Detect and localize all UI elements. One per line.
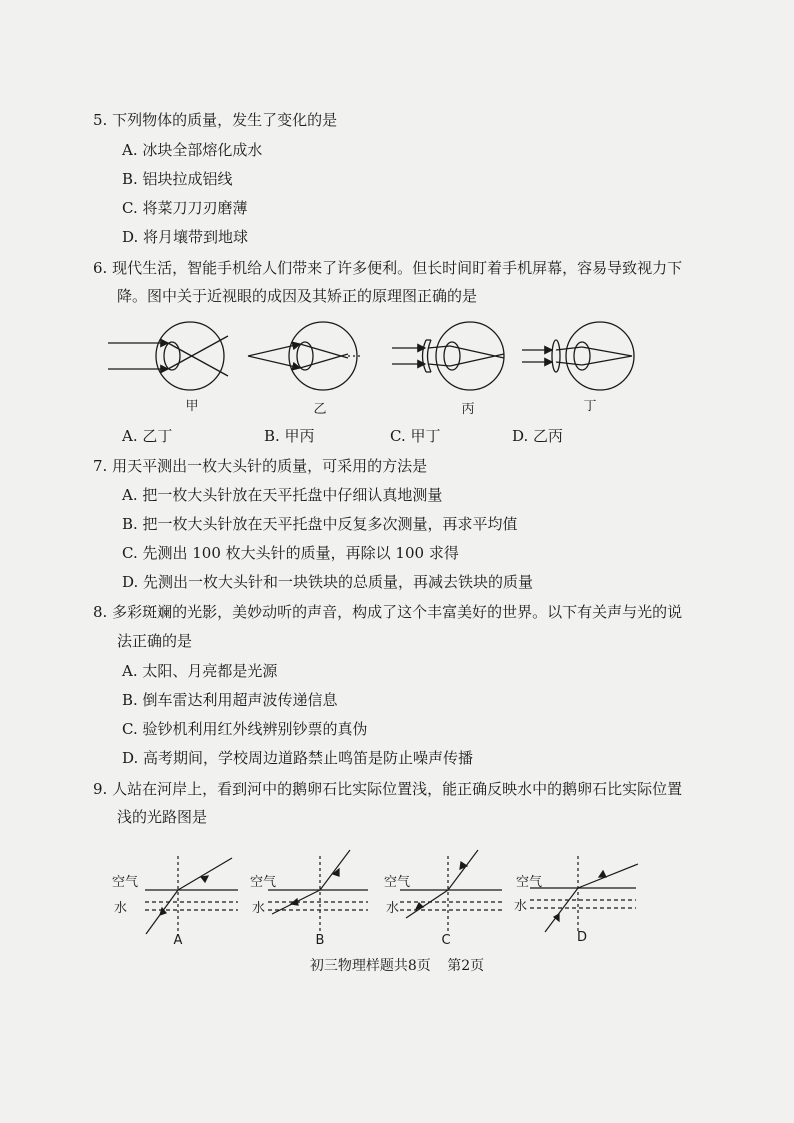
q8-stem-line2: 法正确的是 — [117, 632, 193, 650]
refraction-diagram-c — [400, 850, 502, 934]
q6-option-b: B. 甲丙 — [264, 427, 315, 445]
q8-option-b: B. 倒车雷达利用超声波传递信息 — [122, 691, 338, 709]
q6-eye-diagrams — [0, 318, 794, 438]
q6-option-a: A. 乙丁 — [122, 427, 173, 445]
q5-option-a: A. 冰块全部熔化成水 — [122, 141, 263, 159]
q6-stem-line1: 6. 现代生活，智能手机给人们带来了许多便利。但长时间盯着手机屏幕，容易导致视力下 — [93, 259, 683, 277]
diagram-label-b: B — [315, 933, 325, 948]
eye-diagram-jia — [108, 322, 228, 390]
q5-option-d: D. 将月壤带到地球 — [122, 228, 249, 246]
q7-option-d: D. 先测出一枚大头针和一块铁块的总质量，再减去铁块的质量 — [122, 573, 534, 591]
eye-label-jia: 甲 — [185, 399, 199, 414]
q8-option-a: A. 太阳、月亮都是光源 — [122, 662, 278, 680]
q9-stem-line1: 9. 人站在河岸上，看到河中的鹅卵石比实际位置浅，能正确反映水中的鹅卵石比实际位置 — [93, 780, 683, 798]
q6-stem-line2: 降。图中关于近视眼的成因及其矫正的原理图正确的是 — [117, 287, 478, 305]
water-label-c: 水 — [386, 901, 400, 916]
q7-option-b: B. 把一枚大头针放在天平托盘中反复多次测量，再求平均值 — [122, 515, 518, 533]
footer-page-number: 第2页 — [447, 958, 485, 974]
air-label-c: 空气 — [384, 875, 411, 890]
air-label-a: 空气 — [112, 875, 139, 890]
refraction-diagram-b — [268, 850, 368, 934]
water-label-d: 水 — [514, 899, 528, 914]
diagram-label-d: D — [576, 930, 588, 945]
eye-label-yi: 乙 — [313, 402, 327, 417]
refraction-diagram-a — [145, 856, 238, 934]
diagram-label-c: C — [441, 933, 451, 948]
air-label-d: 空气 — [516, 875, 543, 890]
eye-diagram-ding — [522, 322, 634, 390]
q5-option-b: B. 铝块拉成铝线 — [122, 170, 233, 188]
q8-stem-line1: 8. 多彩斑斓的光影，美妙动听的声音，构成了这个丰富美好的世界。以下有关声与光的说 — [93, 603, 683, 621]
q6-option-d: D. 乙丙 — [512, 427, 564, 445]
q5-option-c: C. 将菜刀刀刃磨薄 — [122, 199, 248, 217]
q9-stem-line2: 浅的光路图是 — [117, 808, 208, 826]
q7-option-a: A. 把一枚大头针放在天平托盘中仔细认真地测量 — [122, 486, 443, 504]
q5-stem: 5. 下列物体的质量，发生了变化的是 — [93, 111, 338, 129]
air-label-b: 空气 — [250, 875, 277, 890]
refraction-diagram-d — [530, 856, 638, 932]
q8-option-c: C. 验钞机利用红外线辨别钞票的真伪 — [122, 720, 368, 738]
water-label-a: 水 — [114, 901, 128, 916]
footer-total-pages: 初三物理样题共8页 — [309, 958, 431, 974]
diagram-label-a: A — [173, 933, 183, 948]
eye-label-bing: 丙 — [461, 402, 475, 417]
water-label-b: 水 — [252, 901, 266, 916]
q8-option-d: D. 高考期间，学校周边道路禁止鸣笛是防止噪声传播 — [122, 749, 474, 767]
q9-refraction-diagrams — [0, 838, 794, 948]
q6-option-c: C. 甲丁 — [390, 427, 441, 445]
eye-label-ding: 丁 — [583, 399, 597, 414]
eye-diagram-yi — [248, 322, 362, 390]
eye-diagram-bing — [392, 322, 504, 390]
q7-option-c: C. 先测出 100 枚大头针的质量，再除以 100 求得 — [122, 544, 459, 562]
page-footer — [0, 955, 794, 975]
q7-stem: 7. 用天平测出一枚大头针的质量，可采用的方法是 — [93, 457, 428, 475]
